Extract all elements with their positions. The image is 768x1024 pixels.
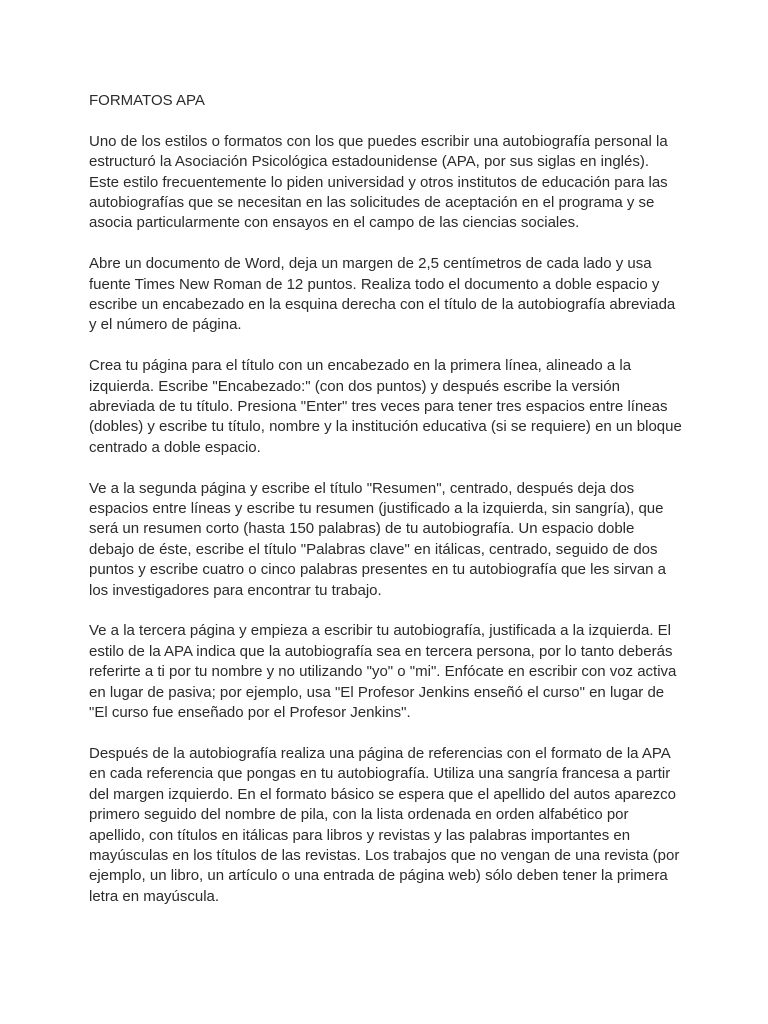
paragraph-intro: Uno de los estilos o formatos con los que puedes escribir una autobiografía personal la estructuró la Asociación Psicológica estadounidense (APA, por sus siglas en inglés). Este estilo frecuentemente lo piden universidad y otros institutos de educación para las autobiografías que se necesitan en las solicitudes de aceptación en el programa y se asocia particularmente con ensayos en el campo de las ciencias sociales. — [89, 132, 668, 232]
document-title: FORMATOS APA — [89, 92, 205, 109]
paragraph-abstract: Ve a la segunda página y escribe el título "Resumen", centrado, después deja dos espacios entre líneas y escribe tu resumen (justificado a la izquierda, sin sangría), que será un resumen corto (hasta 150 palabras) de tu autobiografía. Un espacio doble debajo de éste, escribe el título "Palabras clave" en itálicas, centrado, seguido de dos puntos y escribe cuatro o cinco palabras presentes en tu autobiografía que les sirvan a los investigadores para encontrar tu trabajo. — [89, 479, 667, 599]
document-body — [89, 91, 683, 928]
paragraph-title-page: Crea tu página para el título con un encabezado en la primera línea, alineado a la izquierda. Escribe "Encabezado:" (con dos puntos) y después escribe la versión abreviada de tu título. Presiona "Enter" tres veces para tener tres espacios entre líneas (dobles) y escribe tu título, nombre y la institución educativa (si se requiere) en un bloque centrado a doble espacio. — [89, 357, 682, 456]
paragraph-references: Después de la autobiografía realiza una página de referencias con el formato de la APA en cada referencia que pongas en tu autobiografía. Utiliza una sangría francesa a partir del margen izquierdo. En el formato básico se espera que el apellido del autos aparezco primero seguido del nombre de pila, con la lista ordenada en orden alfabético por apellido, con títulos en itálicas para libros y revistas y las palabras importantes en mayúsculas en los títulos de las revistas. Los trabajos que no vengan de una revista (por ejemplo, un libro, un artículo o una entrada de página web) sólo deben tener la primera letra en mayúscula. — [89, 744, 680, 905]
paragraph-word-setup: Abre un documento de Word, deja un margen de 2,5 centímetros de cada lado y usa fuente Times New Roman de 12 puntos. Realiza todo el documento a doble espacio y escribe un encabezado en la esquina derecha con el título de la autobiografía abreviada y el número de página. — [89, 255, 676, 334]
paragraph-autobiography: Ve a la tercera página y empieza a escribir tu autobiografía, justificada a la izquierda. El estilo de la APA indica que la autobiografía sea en tercera persona, por lo tanto deberás referirte a ti por tu nombre y no utilizando "yo" o "mi". Enfócate en escribir con voz activa en lugar de pasiva; por ejemplo, usa "El Profesor Jenkins enseñó el curso" en lugar de "El curso fue enseñado por el Profesor Jenkins". — [89, 622, 677, 722]
